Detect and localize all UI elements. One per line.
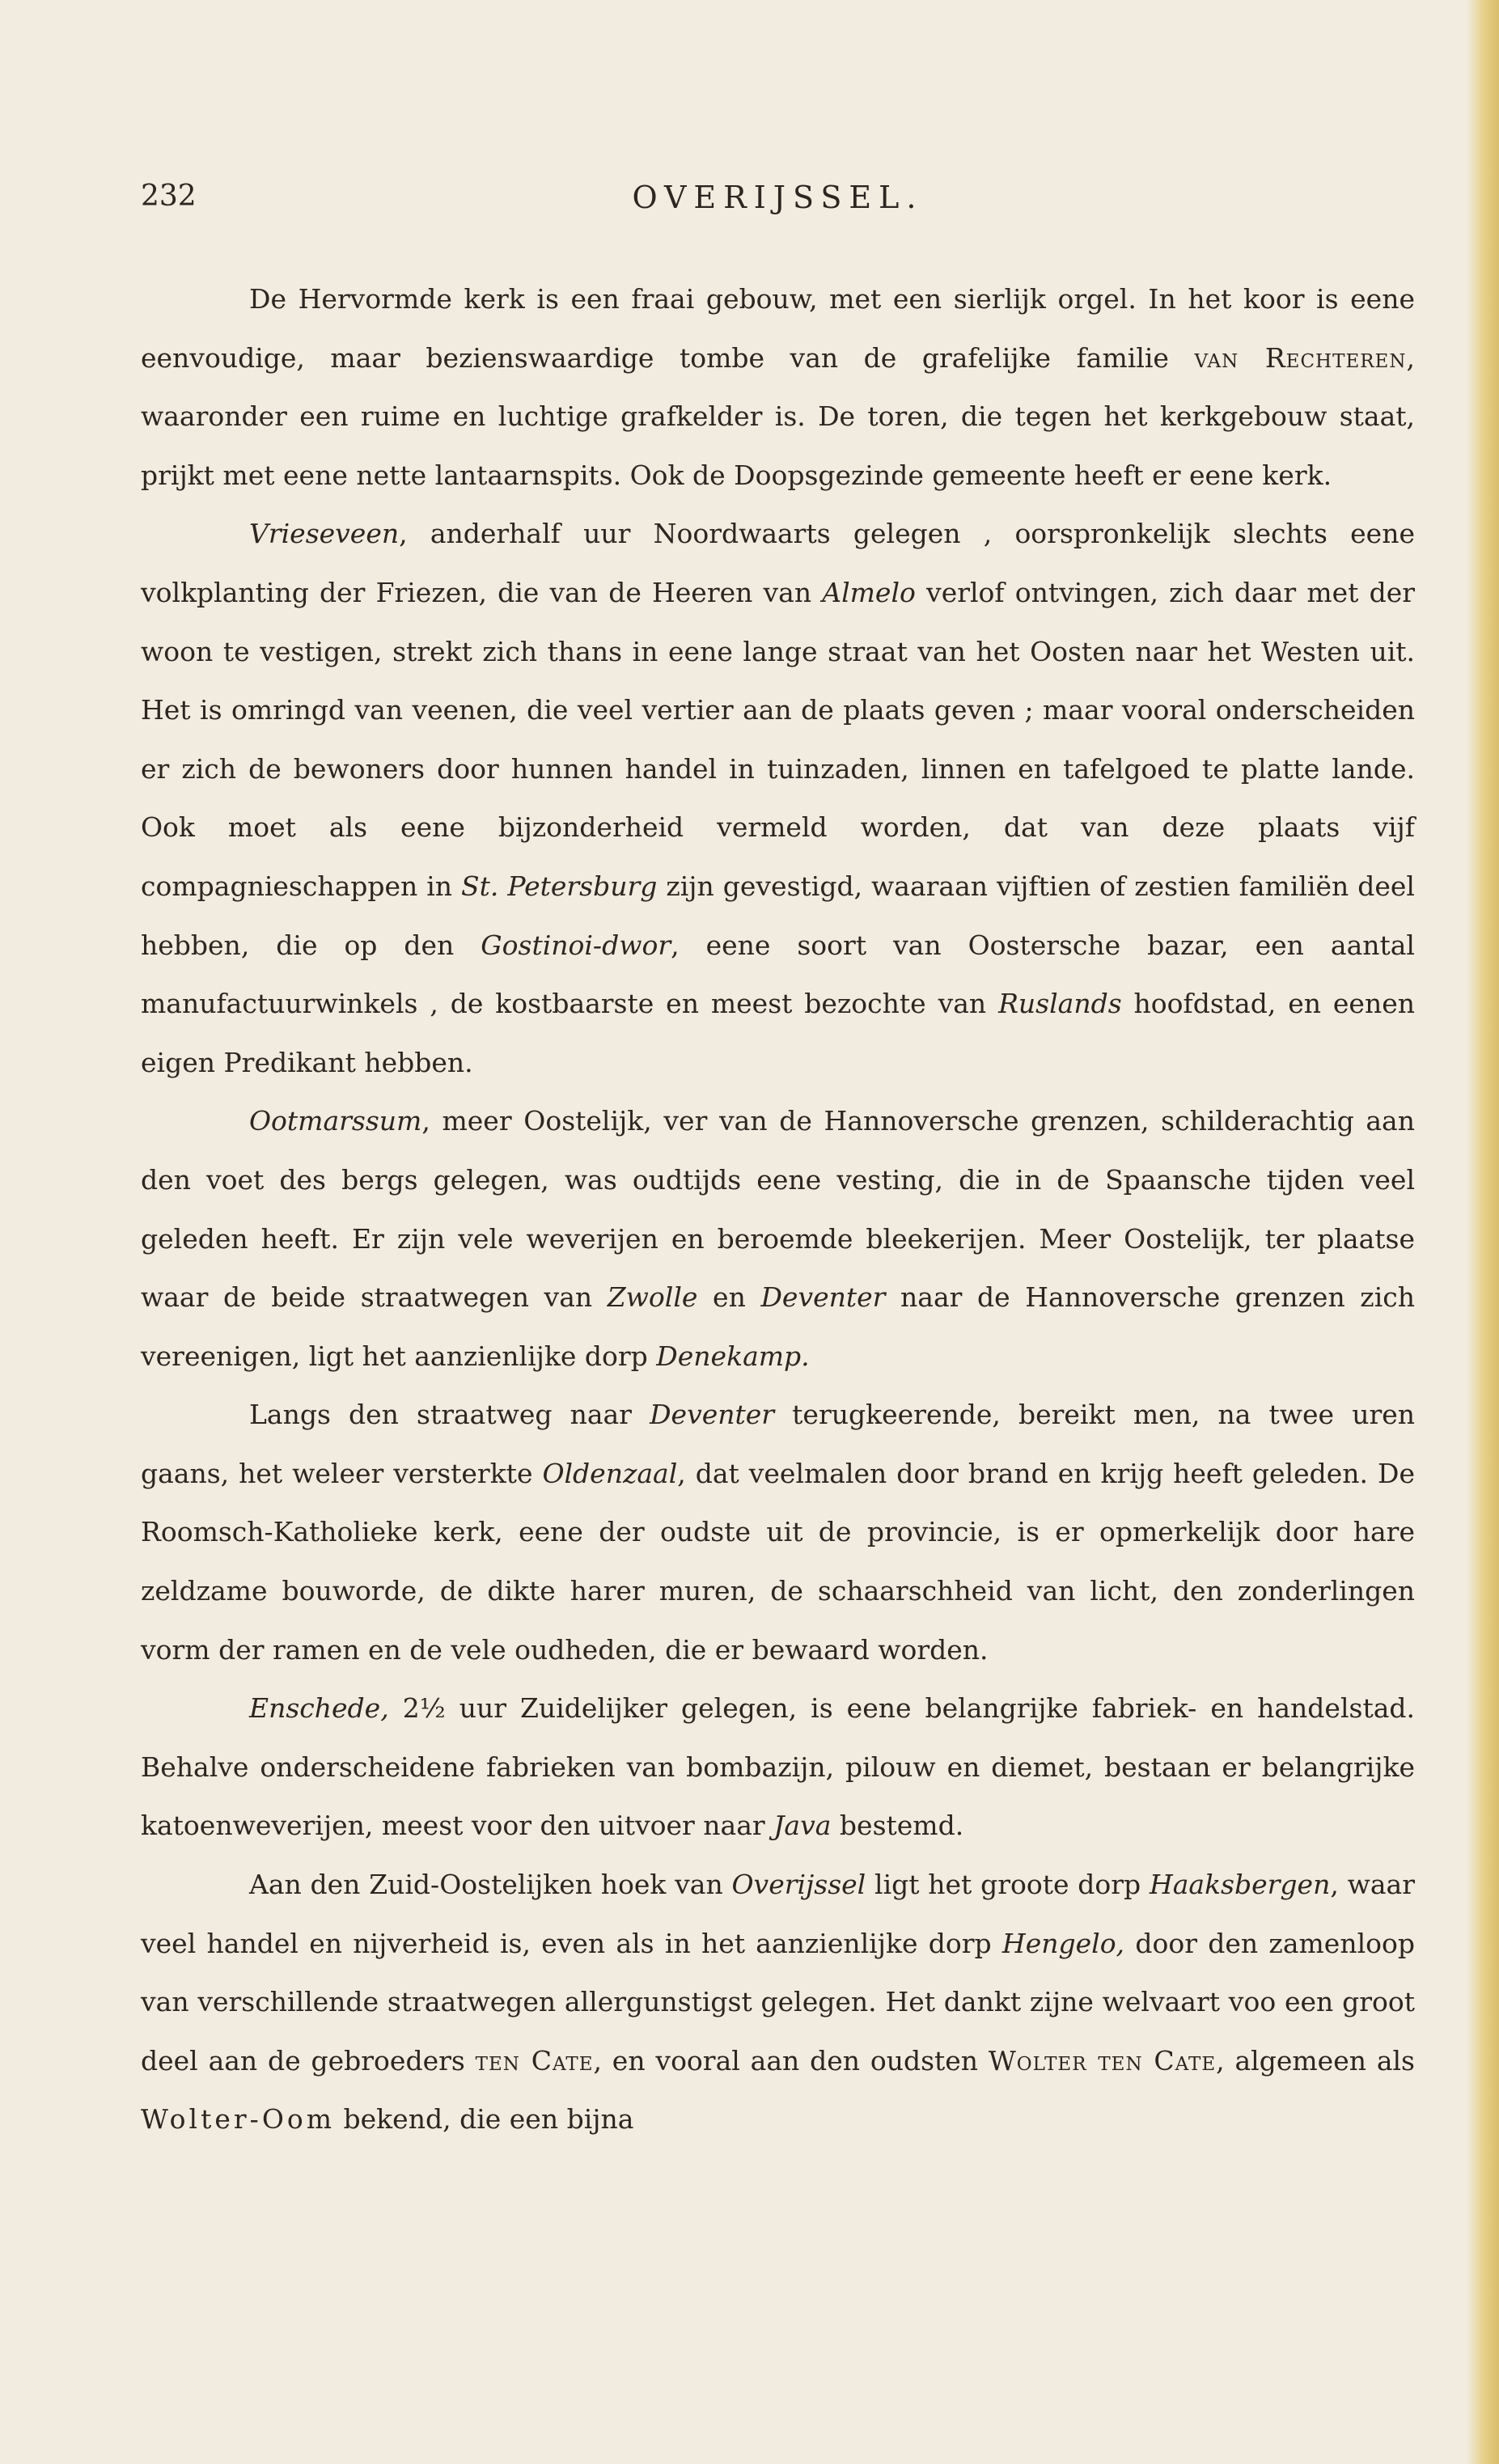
paragraph-oldenzaal [141, 1386, 1415, 1679]
nickname: Wolter-Oom [141, 2103, 336, 2136]
place-name: Vrieseveen [249, 518, 400, 550]
text-run: , waaronder een ruime en luchtige grafkelder is. De toren, die tegen het kerkgebouw staat, prijkt met eene nette lantaarnspits. Ook de Doopsgezinde gemeente heeft er eene kerk. [141, 341, 1415, 491]
person-name: Wolter ten Cate [988, 2044, 1217, 2077]
place-name: Ruslands [998, 988, 1122, 1020]
text-run: en [713, 1281, 746, 1314]
text-run: bestemd. [839, 1810, 964, 1842]
place-name: Deventer [760, 1281, 886, 1314]
text-run: bekend, die een bijna [343, 2103, 634, 2136]
page-header [141, 180, 1415, 228]
paragraph-church [141, 270, 1415, 505]
place-name: Overijssel [731, 1869, 866, 1901]
place-name: Gostinoi-dwor [481, 929, 671, 961]
page-edge [1467, 0, 1499, 2464]
place-name: St. Petersburg [461, 870, 658, 902]
place-name: Denekamp. [656, 1340, 810, 1372]
text-run: , en vooral aan den oudsten [593, 2044, 979, 2077]
text-run: door den zamenloop van verschillende straatwegen allergunstigst gelegen. Het dankt zijne welvaart voo een groot deel aan de gebroeders [141, 1927, 1415, 2077]
paragraph-haaksbergen [141, 1856, 1415, 2149]
person-name: ten Cate [475, 2044, 594, 2077]
place-name: Zwolle [607, 1281, 698, 1314]
text-run: , eene soort van Oostersche bazar, een aantal manufactuurwinkels , de kostbaarste en meest bezochte van [141, 929, 1415, 1020]
place-name: Haaksbergen [1149, 1869, 1331, 1901]
text-run: , dat veelmalen door brand en krijg heeft geleden. De Roomsch-Katholieke kerk, eene der oudste uit de provincie, is er opmerkelijk door hare zeldzame bouworde, de dikte harer muren, de schaarschheid van licht, den zonderlingen vorm der ramen en de vele oudheden, die er bewaard worden. [141, 1457, 1415, 1666]
running-title: OVERIJSSEL. [632, 180, 924, 215]
text-run: ligt het groote dorp [874, 1869, 1141, 1901]
text-run: Langs den straatweg naar [249, 1399, 632, 1431]
place-name: Ootmarssum [249, 1105, 422, 1137]
paragraph-enschede [141, 1679, 1415, 1856]
family-name: van Rechteren [1194, 341, 1407, 374]
text-run: , waar veel handel en nijverheid is, even als in het aanzienlijke dorp [141, 1869, 1415, 1959]
text-run: , algemeen als [1216, 2044, 1415, 2077]
body-text [141, 270, 1415, 2149]
place-name: Enschede, [249, 1692, 389, 1725]
place-name: Oldenzaal [542, 1457, 678, 1489]
text-run: , anderhalf uur Noordwaarts gelegen , oorspronkelijk slechts eene volkplanting der Friezen, die van de Heeren van [141, 518, 1415, 608]
paragraph-ootmarssum [141, 1092, 1415, 1386]
text-run: , meer Oostelijk, ver van de Hannoversche grenzen, schilderachtig aan den voet des bergs gelegen, was oudtijds eene vesting, die in de Spaansche tijden veel geleden heeft. Er zijn vele weverijen en beroemde bleekerijen. Meer Oostelijk, ter plaatse waar de beide straatwegen van [141, 1105, 1415, 1314]
place-name: Java [773, 1810, 832, 1842]
text-run: Aan den Zuid-Oostelijken hoek van [249, 1869, 723, 1901]
text-run: verlof ontvingen, zich daar met der woon te vestigen, strekt zich thans in eene lange straat van het Oosten naar het Westen uit. Het is omringd van veenen, die veel vertier aan de plaats geven ; maar vooral onderscheiden er zich de bewoners door hunnen handel in tuinzaden, linnen en tafelgoed te platte lande. Ook moet als eene bijzonderheid vermeld worden, dat van deze plaats vijf compagnieschappen in [141, 576, 1416, 902]
text-run: 2½ uur Zuidelijker gelegen, is eene belangrijke fabriek- en handelstad. Behalve onderscheidene fabrieken van bombazijn, pilouw en diemet, bestaan er belangrijke katoenweverijen, meest voor den uitvoer naar [141, 1692, 1415, 1842]
place-name: Hengelo, [1001, 1927, 1125, 1959]
page-number: 232 [141, 180, 197, 213]
place-name: Almelo [822, 576, 916, 608]
text-run: De Hervormde kerk is een fraai gebouw, met een sierlijk orgel. In het koor is eene eenvoudige, maar bezienswaardige tombe van de grafelijke familie [141, 283, 1415, 374]
place-name: Deventer [650, 1399, 775, 1431]
paragraph-vrieseveen [141, 505, 1415, 1092]
text-run: hoofdstad, en eenen eigen Predikant hebben. [141, 988, 1415, 1078]
text-run: naar de Hannoversche grenzen zich vereenigen, ligt het aanzienlijke dorp [141, 1281, 1415, 1372]
text-run: terugkeerende, bereikt men, na twee uren gaans, het weleer versterkte [141, 1399, 1415, 1489]
text-run: zijn gevestigd, waaraan vijftien of zestien familiën deel hebben, die op den [141, 870, 1415, 961]
